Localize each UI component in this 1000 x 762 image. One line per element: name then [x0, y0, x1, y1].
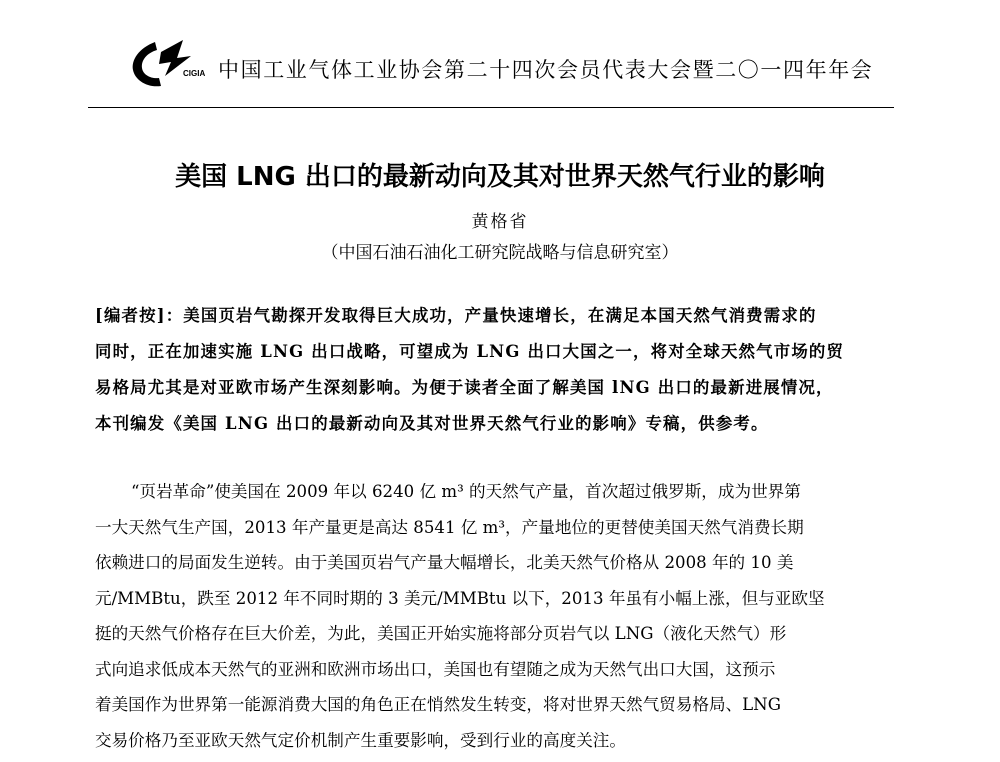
body-line: 一大天然气生产国，2013 年产量更是高达 8541 亿 m³，产量地位的更替使美国天然气消费长期 — [95, 514, 895, 550]
editor-note-line: 本刊编发《美国 LNG 出口的最新动向及其对世界天然气行业的影响》专稿，供参考。 — [95, 410, 895, 446]
body-line: “页岩革命”使美国在 2009 年以 6240 亿 m³ 的天然气产量，首次超过俄罗斯，成为世界第 — [95, 478, 895, 514]
author-affiliation: （中国石油石油化工研究院战略与信息研究室） — [0, 238, 1000, 263]
editor-note-text: ：美国页岩气勘探开发取得巨大成功，产量快速增长，在满足本国天然气消费需求的 — [166, 306, 817, 325]
editor-note-label: [编者按] — [95, 306, 166, 325]
editor-note — [95, 302, 895, 446]
conference-title: 中国工业气体工业协会第二十四次会员代表大会暨二〇一四年年会 — [218, 54, 873, 84]
editor-note-line — [95, 302, 895, 338]
editor-note-line: 同时，正在加速实施 LNG 出口战略，可望成为 LNG 出口大国之一，将对全球天然气市场的贸 — [95, 338, 895, 374]
body-line: 着美国作为世界第一能源消费大国的角色正在悄然发生转变，将对世界天然气贸易格局、LNG — [95, 691, 895, 727]
body-paragraph — [95, 478, 895, 762]
article-author: 黄格省 — [0, 207, 1000, 232]
header-divider — [88, 107, 894, 108]
article-title: 美国 LNG 出口的最新动向及其对世界天然气行业的影响 — [0, 156, 1000, 193]
body-line: 元/MMBtu，跌至 2012 年不同时期的 3 美元/MMBtu 以下，2013 年虽有小幅上涨，但与亚欧坚 — [95, 585, 895, 621]
cigia-logo — [125, 36, 207, 92]
editor-note-line: 易格局尤其是对亚欧市场产生深刻影响。为便于读者全面了解美国 lNG 出口的最新进展情况， — [95, 374, 895, 410]
body-line: 式向追求低成本天然气的亚洲和欧洲市场出口，美国也有望随之成为天然气出口大国，这预示 — [95, 656, 895, 692]
body-line: 挺的天然气价格存在巨大价差，为此，美国正开始实施将部分页岩气以 LNG（液化天然气）形 — [95, 620, 895, 656]
body-line: 交易价格乃至亚欧天然气定价机制产生重要影响，受到行业的高度关注。 — [95, 727, 895, 762]
logo-text: CIGIA — [183, 69, 205, 78]
body-line: 依赖进口的局面发生逆转。由于美国页岩气产量大幅增长，北美天然气价格从 2008 年的 10 美 — [95, 549, 895, 585]
page-header — [0, 0, 1000, 112]
